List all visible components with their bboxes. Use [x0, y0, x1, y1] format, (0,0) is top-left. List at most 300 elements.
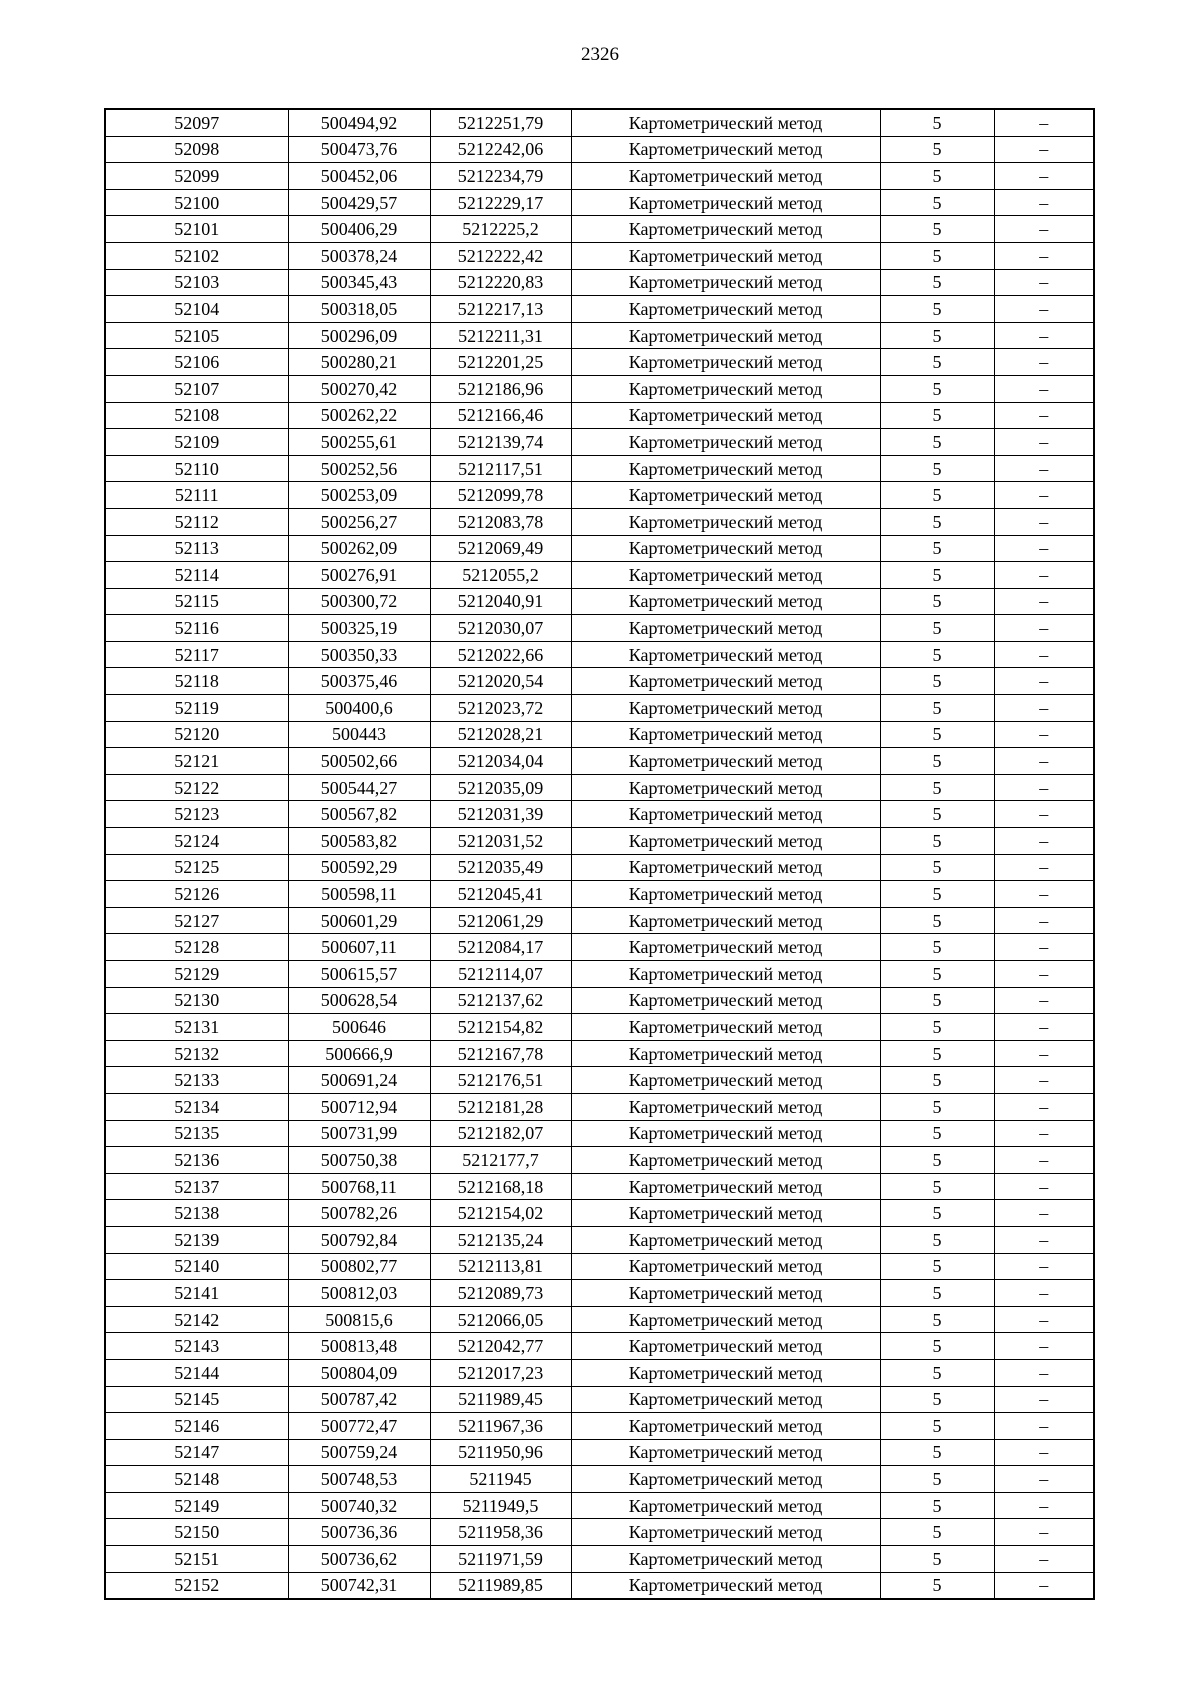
table-row [105, 189, 1094, 216]
description-cell: – [994, 136, 1094, 163]
description-cell: – [994, 296, 1094, 323]
y-coordinate-cell: 5211950,96 [430, 1439, 571, 1466]
method-cell: Картометрический метод [571, 1200, 880, 1227]
point-number-cell: 52113 [105, 535, 288, 562]
page-number: 2326 [581, 44, 619, 65]
y-coordinate-cell: 5212084,17 [430, 934, 571, 961]
table-row [105, 1572, 1094, 1599]
table-row [105, 1466, 1094, 1493]
x-coordinate-cell: 500742,31 [288, 1572, 430, 1599]
accuracy-cell: 5 [880, 881, 994, 908]
y-coordinate-cell: 5212211,31 [430, 322, 571, 349]
description-cell: – [994, 482, 1094, 509]
method-cell: Картометрический метод [571, 801, 880, 828]
method-cell: Картометрический метод [571, 1147, 880, 1174]
point-number-cell: 52141 [105, 1280, 288, 1307]
point-number-cell: 52105 [105, 322, 288, 349]
x-coordinate-cell: 500350,33 [288, 641, 430, 668]
table-row [105, 668, 1094, 695]
table-row [105, 109, 1094, 136]
point-number-cell: 52146 [105, 1413, 288, 1440]
point-number-cell: 52104 [105, 296, 288, 323]
description-cell: – [994, 668, 1094, 695]
table-row [105, 907, 1094, 934]
point-number-cell: 52133 [105, 1067, 288, 1094]
x-coordinate-cell: 500712,94 [288, 1093, 430, 1120]
y-coordinate-cell: 5212177,7 [430, 1147, 571, 1174]
point-number-cell: 52109 [105, 429, 288, 456]
accuracy-cell: 5 [880, 1413, 994, 1440]
table-row [105, 1492, 1094, 1519]
point-number-cell: 52107 [105, 375, 288, 402]
accuracy-cell: 5 [880, 987, 994, 1014]
y-coordinate-cell: 5212034,04 [430, 748, 571, 775]
method-cell: Картометрический метод [571, 1386, 880, 1413]
point-number-cell: 52143 [105, 1333, 288, 1360]
accuracy-cell: 5 [880, 1147, 994, 1174]
y-coordinate-cell: 5212217,13 [430, 296, 571, 323]
x-coordinate-cell: 500252,56 [288, 455, 430, 482]
x-coordinate-cell: 500345,43 [288, 269, 430, 296]
method-cell: Картометрический метод [571, 721, 880, 748]
x-coordinate-cell: 500628,54 [288, 987, 430, 1014]
table-row [105, 801, 1094, 828]
point-number-cell: 52118 [105, 668, 288, 695]
point-number-cell: 52129 [105, 961, 288, 988]
point-number-cell: 52116 [105, 615, 288, 642]
accuracy-cell: 5 [880, 429, 994, 456]
accuracy-cell: 5 [880, 535, 994, 562]
table-row [105, 349, 1094, 376]
point-number-cell: 52126 [105, 881, 288, 908]
x-coordinate-cell: 500262,22 [288, 402, 430, 429]
x-coordinate-cell: 500598,11 [288, 881, 430, 908]
y-coordinate-cell: 5212167,78 [430, 1040, 571, 1067]
table-row [105, 641, 1094, 668]
method-cell: Картометрический метод [571, 907, 880, 934]
y-coordinate-cell: 5211967,36 [430, 1413, 571, 1440]
y-coordinate-cell: 5212166,46 [430, 402, 571, 429]
table-row [105, 695, 1094, 722]
point-number-cell: 52120 [105, 721, 288, 748]
accuracy-cell: 5 [880, 1093, 994, 1120]
y-coordinate-cell: 5212089,73 [430, 1280, 571, 1307]
description-cell: – [994, 1147, 1094, 1174]
accuracy-cell: 5 [880, 402, 994, 429]
method-cell: Картометрический метод [571, 1333, 880, 1360]
point-number-cell: 52132 [105, 1040, 288, 1067]
method-cell: Картометрический метод [571, 695, 880, 722]
description-cell: – [994, 588, 1094, 615]
table-row [105, 482, 1094, 509]
y-coordinate-cell: 5212017,23 [430, 1359, 571, 1386]
point-number-cell: 52130 [105, 987, 288, 1014]
table-row [105, 136, 1094, 163]
x-coordinate-cell: 500607,11 [288, 934, 430, 961]
table-row [105, 1386, 1094, 1413]
description-cell: – [994, 1226, 1094, 1253]
description-cell: – [994, 641, 1094, 668]
table-row [105, 455, 1094, 482]
y-coordinate-cell: 5212031,52 [430, 828, 571, 855]
description-cell: – [994, 269, 1094, 296]
x-coordinate-cell: 500804,09 [288, 1359, 430, 1386]
point-number-cell: 52139 [105, 1226, 288, 1253]
method-cell: Картометрический метод [571, 216, 880, 243]
description-cell: – [994, 934, 1094, 961]
method-cell: Картометрический метод [571, 1014, 880, 1041]
point-number-cell: 52147 [105, 1439, 288, 1466]
point-number-cell: 52115 [105, 588, 288, 615]
accuracy-cell: 5 [880, 588, 994, 615]
description-cell: – [994, 455, 1094, 482]
y-coordinate-cell: 5212225,2 [430, 216, 571, 243]
table-row [105, 1200, 1094, 1227]
x-coordinate-cell: 500787,42 [288, 1386, 430, 1413]
table-row [105, 562, 1094, 589]
description-cell: – [994, 907, 1094, 934]
accuracy-cell: 5 [880, 748, 994, 775]
method-cell: Картометрический метод [571, 1120, 880, 1147]
method-cell: Картометрический метод [571, 1067, 880, 1094]
y-coordinate-cell: 5212137,62 [430, 987, 571, 1014]
x-coordinate-cell: 500583,82 [288, 828, 430, 855]
table-row [105, 429, 1094, 456]
y-coordinate-cell: 5212113,81 [430, 1253, 571, 1280]
description-cell: – [994, 615, 1094, 642]
x-coordinate-cell: 500740,32 [288, 1492, 430, 1519]
description-cell: – [994, 1386, 1094, 1413]
method-cell: Картометрический метод [571, 881, 880, 908]
coordinates-table [104, 108, 1095, 1600]
table-row [105, 1359, 1094, 1386]
y-coordinate-cell: 5212220,83 [430, 269, 571, 296]
point-number-cell: 52117 [105, 641, 288, 668]
table-row [105, 1306, 1094, 1333]
accuracy-cell: 5 [880, 216, 994, 243]
table-row [105, 987, 1094, 1014]
table-row [105, 588, 1094, 615]
y-coordinate-cell: 5212055,2 [430, 562, 571, 589]
point-number-cell: 52140 [105, 1253, 288, 1280]
point-number-cell: 52112 [105, 508, 288, 535]
point-number-cell: 52106 [105, 349, 288, 376]
description-cell: – [994, 429, 1094, 456]
y-coordinate-cell: 5211945 [430, 1466, 571, 1493]
x-coordinate-cell: 500592,29 [288, 854, 430, 881]
y-coordinate-cell: 5212222,42 [430, 242, 571, 269]
description-cell: – [994, 109, 1094, 136]
accuracy-cell: 5 [880, 1359, 994, 1386]
y-coordinate-cell: 5212154,82 [430, 1014, 571, 1041]
x-coordinate-cell: 500731,99 [288, 1120, 430, 1147]
x-coordinate-cell: 500813,48 [288, 1333, 430, 1360]
x-coordinate-cell: 500646 [288, 1014, 430, 1041]
method-cell: Картометрический метод [571, 1093, 880, 1120]
description-cell: – [994, 695, 1094, 722]
y-coordinate-cell: 5212251,79 [430, 109, 571, 136]
description-cell: – [994, 402, 1094, 429]
x-coordinate-cell: 500815,6 [288, 1306, 430, 1333]
table-row [105, 1040, 1094, 1067]
point-number-cell: 52097 [105, 109, 288, 136]
y-coordinate-cell: 5212030,07 [430, 615, 571, 642]
table-row [105, 1519, 1094, 1546]
table-row [105, 1120, 1094, 1147]
x-coordinate-cell: 500736,36 [288, 1519, 430, 1546]
accuracy-cell: 5 [880, 641, 994, 668]
description-cell: – [994, 535, 1094, 562]
y-coordinate-cell: 5212234,79 [430, 163, 571, 190]
accuracy-cell: 5 [880, 854, 994, 881]
description-cell: – [994, 748, 1094, 775]
y-coordinate-cell: 5212114,07 [430, 961, 571, 988]
x-coordinate-cell: 500494,92 [288, 109, 430, 136]
x-coordinate-cell: 500262,09 [288, 535, 430, 562]
accuracy-cell: 5 [880, 508, 994, 535]
point-number-cell: 52138 [105, 1200, 288, 1227]
table-row [105, 1253, 1094, 1280]
y-coordinate-cell: 5212201,25 [430, 349, 571, 376]
point-number-cell: 52151 [105, 1546, 288, 1573]
table-row [105, 1439, 1094, 1466]
accuracy-cell: 5 [880, 242, 994, 269]
point-number-cell: 52098 [105, 136, 288, 163]
method-cell: Картометрический метод [571, 535, 880, 562]
method-cell: Картометрический метод [571, 402, 880, 429]
accuracy-cell: 5 [880, 163, 994, 190]
point-number-cell: 52136 [105, 1147, 288, 1174]
point-number-cell: 52125 [105, 854, 288, 881]
x-coordinate-cell: 500615,57 [288, 961, 430, 988]
x-coordinate-cell: 500812,03 [288, 1280, 430, 1307]
method-cell: Картометрический метод [571, 455, 880, 482]
description-cell: – [994, 881, 1094, 908]
description-cell: – [994, 375, 1094, 402]
point-number-cell: 52128 [105, 934, 288, 961]
description-cell: – [994, 349, 1094, 376]
accuracy-cell: 5 [880, 562, 994, 589]
x-coordinate-cell: 500296,09 [288, 322, 430, 349]
accuracy-cell: 5 [880, 109, 994, 136]
y-coordinate-cell: 5211989,45 [430, 1386, 571, 1413]
table-row [105, 934, 1094, 961]
table-row [105, 828, 1094, 855]
method-cell: Картометрический метод [571, 1572, 880, 1599]
method-cell: Картометрический метод [571, 322, 880, 349]
description-cell: – [994, 1173, 1094, 1200]
accuracy-cell: 5 [880, 934, 994, 961]
accuracy-cell: 5 [880, 1333, 994, 1360]
description-cell: – [994, 828, 1094, 855]
x-coordinate-cell: 500759,24 [288, 1439, 430, 1466]
description-cell: – [994, 1040, 1094, 1067]
x-coordinate-cell: 500750,38 [288, 1147, 430, 1174]
table-row [105, 375, 1094, 402]
x-coordinate-cell: 500253,09 [288, 482, 430, 509]
x-coordinate-cell: 500400,6 [288, 695, 430, 722]
x-coordinate-cell: 500748,53 [288, 1466, 430, 1493]
description-cell: – [994, 1413, 1094, 1440]
point-number-cell: 52142 [105, 1306, 288, 1333]
x-coordinate-cell: 500429,57 [288, 189, 430, 216]
x-coordinate-cell: 500502,66 [288, 748, 430, 775]
method-cell: Картометрический метод [571, 1253, 880, 1280]
method-cell: Картометрический метод [571, 1040, 880, 1067]
method-cell: Картометрический метод [571, 934, 880, 961]
description-cell: – [994, 508, 1094, 535]
y-coordinate-cell: 5212099,78 [430, 482, 571, 509]
x-coordinate-cell: 500276,91 [288, 562, 430, 589]
accuracy-cell: 5 [880, 455, 994, 482]
method-cell: Картометрический метод [571, 296, 880, 323]
method-cell: Картометрический метод [571, 668, 880, 695]
table-row [105, 1280, 1094, 1307]
description-cell: – [994, 1067, 1094, 1094]
method-cell: Картометрический метод [571, 375, 880, 402]
method-cell: Картометрический метод [571, 774, 880, 801]
point-number-cell: 52099 [105, 163, 288, 190]
accuracy-cell: 5 [880, 774, 994, 801]
description-cell: – [994, 961, 1094, 988]
description-cell: – [994, 1439, 1094, 1466]
point-number-cell: 52149 [105, 1492, 288, 1519]
description-cell: – [994, 1466, 1094, 1493]
method-cell: Картометрический метод [571, 349, 880, 376]
x-coordinate-cell: 500318,05 [288, 296, 430, 323]
method-cell: Картометрический метод [571, 136, 880, 163]
y-coordinate-cell: 5212066,05 [430, 1306, 571, 1333]
x-coordinate-cell: 500255,61 [288, 429, 430, 456]
point-number-cell: 52124 [105, 828, 288, 855]
table-row [105, 402, 1094, 429]
x-coordinate-cell: 500256,27 [288, 508, 430, 535]
x-coordinate-cell: 500544,27 [288, 774, 430, 801]
method-cell: Картометрический метод [571, 482, 880, 509]
method-cell: Картометрический метод [571, 1492, 880, 1519]
method-cell: Картометрический метод [571, 562, 880, 589]
y-coordinate-cell: 5212061,29 [430, 907, 571, 934]
method-cell: Картометрический метод [571, 1280, 880, 1307]
method-cell: Картометрический метод [571, 854, 880, 881]
y-coordinate-cell: 5212229,17 [430, 189, 571, 216]
y-coordinate-cell: 5211989,85 [430, 1572, 571, 1599]
description-cell: – [994, 1120, 1094, 1147]
accuracy-cell: 5 [880, 1040, 994, 1067]
description-cell: – [994, 1359, 1094, 1386]
description-cell: – [994, 1333, 1094, 1360]
accuracy-cell: 5 [880, 1306, 994, 1333]
table-row [105, 269, 1094, 296]
point-number-cell: 52114 [105, 562, 288, 589]
y-coordinate-cell: 5212040,91 [430, 588, 571, 615]
y-coordinate-cell: 5212020,54 [430, 668, 571, 695]
x-coordinate-cell: 500782,26 [288, 1200, 430, 1227]
x-coordinate-cell: 500792,84 [288, 1226, 430, 1253]
method-cell: Картометрический метод [571, 163, 880, 190]
point-number-cell: 52102 [105, 242, 288, 269]
description-cell: – [994, 163, 1094, 190]
accuracy-cell: 5 [880, 296, 994, 323]
table-row [105, 748, 1094, 775]
table-row [105, 881, 1094, 908]
point-number-cell: 52134 [105, 1093, 288, 1120]
x-coordinate-cell: 500300,72 [288, 588, 430, 615]
point-number-cell: 52145 [105, 1386, 288, 1413]
accuracy-cell: 5 [880, 1014, 994, 1041]
description-cell: – [994, 854, 1094, 881]
point-number-cell: 52108 [105, 402, 288, 429]
method-cell: Картометрический метод [571, 269, 880, 296]
x-coordinate-cell: 500666,9 [288, 1040, 430, 1067]
table-row [105, 1226, 1094, 1253]
method-cell: Картометрический метод [571, 961, 880, 988]
accuracy-cell: 5 [880, 721, 994, 748]
method-cell: Картометрический метод [571, 987, 880, 1014]
table-row [105, 1067, 1094, 1094]
accuracy-cell: 5 [880, 349, 994, 376]
y-coordinate-cell: 5211958,36 [430, 1519, 571, 1546]
accuracy-cell: 5 [880, 189, 994, 216]
description-cell: – [994, 1014, 1094, 1041]
accuracy-cell: 5 [880, 615, 994, 642]
y-coordinate-cell: 5212242,06 [430, 136, 571, 163]
method-cell: Картометрический метод [571, 109, 880, 136]
accuracy-cell: 5 [880, 668, 994, 695]
x-coordinate-cell: 500452,06 [288, 163, 430, 190]
description-cell: – [994, 987, 1094, 1014]
table-row [105, 535, 1094, 562]
y-coordinate-cell: 5212083,78 [430, 508, 571, 535]
accuracy-cell: 5 [880, 1386, 994, 1413]
y-coordinate-cell: 5212176,51 [430, 1067, 571, 1094]
accuracy-cell: 5 [880, 322, 994, 349]
description-cell: – [994, 1572, 1094, 1599]
point-number-cell: 52144 [105, 1359, 288, 1386]
description-cell: – [994, 1306, 1094, 1333]
point-number-cell: 52137 [105, 1173, 288, 1200]
table-row [105, 961, 1094, 988]
description-cell: – [994, 721, 1094, 748]
accuracy-cell: 5 [880, 1226, 994, 1253]
accuracy-cell: 5 [880, 1120, 994, 1147]
y-coordinate-cell: 5212042,77 [430, 1333, 571, 1360]
accuracy-cell: 5 [880, 695, 994, 722]
point-number-cell: 52122 [105, 774, 288, 801]
description-cell: – [994, 189, 1094, 216]
description-cell: – [994, 1253, 1094, 1280]
accuracy-cell: 5 [880, 1439, 994, 1466]
accuracy-cell: 5 [880, 1546, 994, 1573]
point-number-cell: 52152 [105, 1572, 288, 1599]
accuracy-cell: 5 [880, 961, 994, 988]
point-number-cell: 52111 [105, 482, 288, 509]
point-number-cell: 52119 [105, 695, 288, 722]
x-coordinate-cell: 500601,29 [288, 907, 430, 934]
y-coordinate-cell: 5212031,39 [430, 801, 571, 828]
table-row [105, 296, 1094, 323]
point-number-cell: 52110 [105, 455, 288, 482]
method-cell: Картометрический метод [571, 1413, 880, 1440]
table-row [105, 721, 1094, 748]
y-coordinate-cell: 5212182,07 [430, 1120, 571, 1147]
description-cell: – [994, 1093, 1094, 1120]
x-coordinate-cell: 500736,62 [288, 1546, 430, 1573]
method-cell: Картометрический метод [571, 508, 880, 535]
accuracy-cell: 5 [880, 828, 994, 855]
accuracy-cell: 5 [880, 482, 994, 509]
method-cell: Картометрический метод [571, 189, 880, 216]
